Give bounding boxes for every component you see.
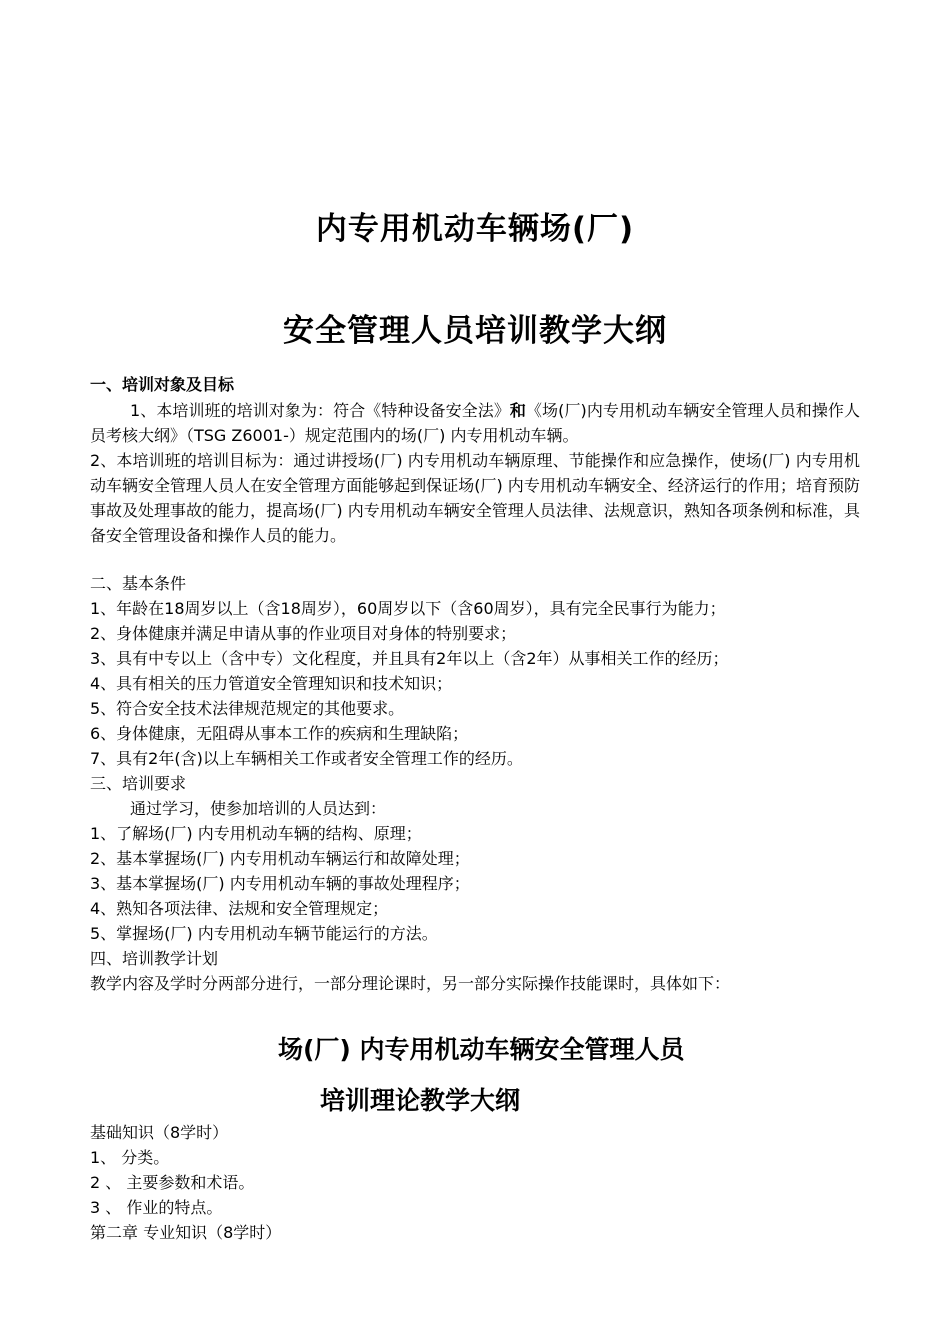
subtitle-line2: 培训理论教学大纲 xyxy=(320,1086,521,1115)
outline-item-1: 基础知识（8学时） xyxy=(90,1123,229,1142)
outline-item-5: 第二章 专业知识（8学时） xyxy=(90,1223,282,1242)
outline-item-2: 1、 分类。 xyxy=(90,1148,170,1167)
condition-item-2: 2、身体健康并满足申请从事的作业项目对身体的特别要求； xyxy=(90,624,517,643)
section-2-heading: 二、基本条件 xyxy=(90,574,187,593)
condition-item-5: 5、符合安全技术法律规范规定的其他要求。 xyxy=(90,699,405,718)
condition-item-7: 7、具有2年(含)以上车辆相关工作或者安全管理工作的经历。 xyxy=(90,749,523,768)
section-4-heading: 四、培训教学计划 xyxy=(90,949,219,968)
para1-bold-and: 和 xyxy=(509,401,526,420)
section-3-heading: 三、培训要求 xyxy=(90,774,187,793)
doc-title-line2: 安全管理人员培训教学大纲 xyxy=(283,313,667,349)
requirement-item-2: 2、基本掌握场(厂) 内专用机动车辆运行和故障处理； xyxy=(90,849,470,868)
para1-post: 《场(厂)内专用机动车辆安全管理人员和操作人员考核大纲》（TSG Z6001-）规定范围内的场(厂) 内专用机动车辆。 xyxy=(90,401,860,445)
section-1-heading: 一、培训对象及目标 xyxy=(90,375,235,394)
section-1-body xyxy=(90,398,860,548)
condition-item-3: 3、具有中专以上（含中专）文化程度，并且具有2年以上（含2年）从事相关工作的经历； xyxy=(90,649,729,668)
para1-pre: 1、本培训班的培训对象为：符合《特种设备安全法》 xyxy=(130,401,510,420)
condition-item-4: 4、具有相关的压力管道安全管理知识和技术知识； xyxy=(90,674,453,693)
section-1-paragraph-2: 2、本培训班的培训目标为：通过讲授场(厂) 内专用机动车辆原理、节能操作和应急操作，使场(厂) 内专用机动车辆安全管理人员人在安全管理方面能够起到保证场(厂) 内专用机动车辆安全、经济运行的作用；培育预防事故及处理事故的能力，提高场(厂) 内专用机动车辆安全管理人员法律、法规意识，熟知各项条例和标准，具备安全管理设备和操作人员的能力。 xyxy=(90,451,860,545)
requirement-item-5: 5、掌握场(厂) 内专用机动车辆节能运行的方法。 xyxy=(90,924,438,943)
requirement-item-1: 1、了解场(厂) 内专用机动车辆的结构、原理； xyxy=(90,824,422,843)
subtitle-line1: 场(厂) 内专用机动车辆安全管理人员 xyxy=(278,1035,685,1064)
section-3-intro: 通过学习，使参加培训的人员达到： xyxy=(130,799,387,818)
section-4-text: 教学内容及学时分两部分进行，一部分理论课时，另一部分实际操作技能课时，具体如下： xyxy=(90,974,731,993)
outline-item-4: 3 、 作业的特点。 xyxy=(90,1198,223,1217)
requirement-item-4: 4、熟知各项法律、法规和安全管理规定； xyxy=(90,899,389,918)
doc-title-line1: 内专用机动车辆场(厂) xyxy=(315,211,635,247)
condition-item-6: 6、身体健康，无阻碍从事本工作的疾病和生理缺陷； xyxy=(90,724,469,743)
condition-item-1: 1、年龄在18周岁以上（含18周岁），60周岁以下（含60周岁），具有完全民事行为能力； xyxy=(90,599,726,618)
section-1-paragraph-1 xyxy=(90,398,860,448)
outline-item-3: 2 、 主要参数和术语。 xyxy=(90,1173,255,1192)
requirement-item-3: 3、基本掌握场(厂) 内专用机动车辆的事故处理程序； xyxy=(90,874,470,893)
